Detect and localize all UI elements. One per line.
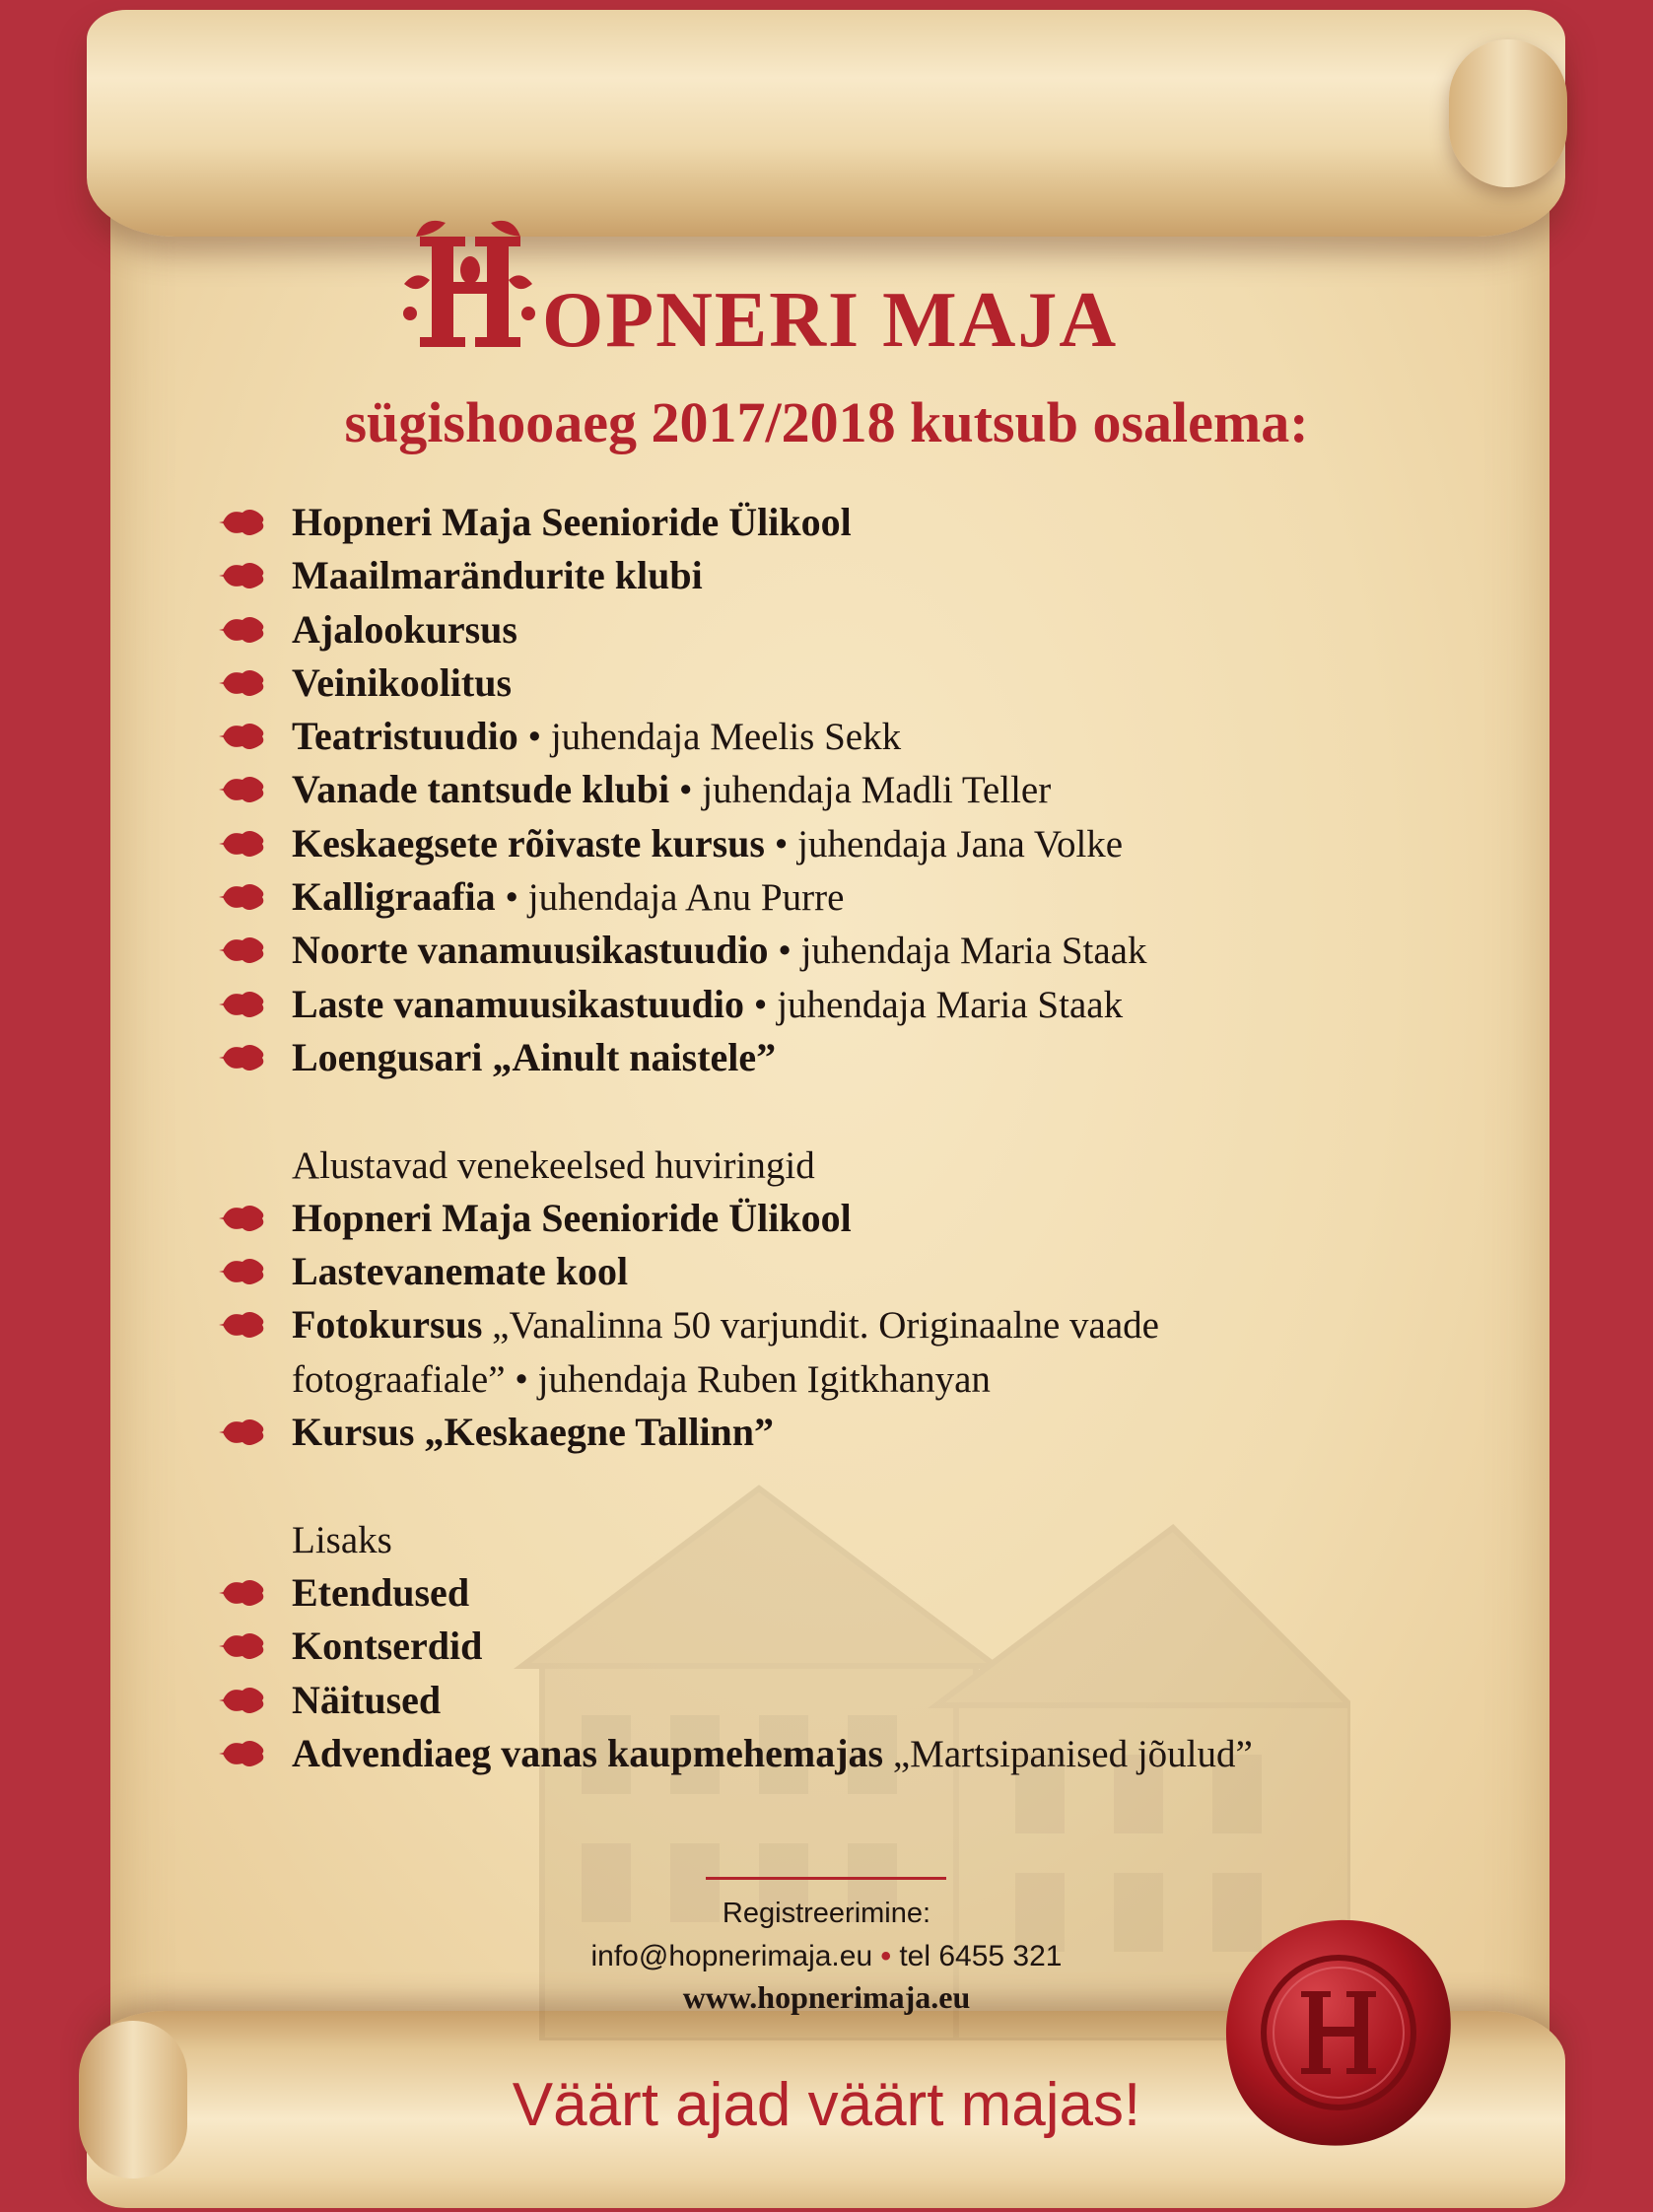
item-title: Ajalookursus	[292, 606, 517, 652]
item-title: Laste vanamuusikastuudio	[292, 981, 745, 1026]
hop-leaf-bullet-icon	[219, 1203, 266, 1234]
item-title: Keskaegsete rõivaste kursus	[292, 820, 765, 865]
russian-course-list	[219, 1192, 1500, 1459]
extra-section-heading: Lisaks	[292, 1518, 392, 1561]
hop-leaf-bullet-icon	[219, 1042, 266, 1073]
item-detail: • juhendaja Maria Staak	[768, 930, 1147, 973]
list-item	[219, 1298, 1500, 1351]
contact-divider	[706, 1877, 946, 1880]
list-item	[219, 1192, 1500, 1245]
slogan: Väärt ajad väärt majas!	[512, 2071, 1141, 2139]
email-link[interactable]: info@hopnerimaja.eu	[590, 1940, 873, 1972]
item-title: Kursus „Keskaegne Tallinn”	[292, 1410, 775, 1455]
list-item	[219, 978, 1500, 1031]
item-title: Kontserdid	[292, 1624, 483, 1669]
hop-leaf-bullet-icon	[219, 989, 266, 1020]
item-title: Vanade tantsude klubi	[292, 767, 670, 812]
hop-leaf-bullet-icon	[219, 1630, 266, 1662]
list-item	[219, 1031, 1500, 1084]
list-item	[219, 1620, 1500, 1673]
item-title: Maailmarändurite klubi	[292, 553, 703, 598]
hop-leaf-bullet-icon	[219, 1685, 266, 1716]
list-item	[219, 1406, 1500, 1459]
contact-separator: •	[880, 1940, 891, 1972]
season-subtitle: sügishooaeg 2017/2018 kutsub osalema:	[344, 390, 1309, 454]
program-list	[219, 496, 1500, 1780]
item-detail: • juhendaja Jana Volke	[764, 822, 1124, 865]
list-item	[219, 710, 1500, 763]
item-title: Etendused	[292, 1569, 470, 1615]
list-item	[219, 657, 1500, 710]
item-title: Kalligraafia	[292, 874, 496, 920]
list-item	[219, 1674, 1500, 1727]
main-course-list	[219, 496, 1500, 1084]
item-detail: „Vanalinna 50 varjundit. Originaalne vaade	[482, 1304, 1159, 1348]
ornamental-h-logo-icon	[394, 215, 542, 363]
item-title: Noorte vanamuusikastuudio	[292, 928, 769, 973]
item-title: Advendiaeg vanas kaupmehemajas	[292, 1730, 884, 1775]
hop-leaf-bullet-icon	[219, 667, 266, 699]
hop-leaf-bullet-icon	[219, 1738, 266, 1769]
hop-leaf-bullet-icon	[219, 881, 266, 913]
hop-leaf-bullet-icon	[219, 774, 266, 805]
list-item	[219, 1727, 1500, 1780]
hop-leaf-bullet-icon	[219, 1417, 266, 1448]
list-item	[219, 549, 1500, 602]
scroll-top-roll	[87, 10, 1565, 237]
item-detail: • juhendaja Meelis Sekk	[517, 716, 902, 759]
fotokursus-continuation: fotograafiale” • juhendaja Ruben Igitkhanyan	[292, 1357, 991, 1401]
item-title: Hopneri Maja Seenioride Ülikool	[292, 1195, 852, 1240]
hop-leaf-bullet-icon	[219, 721, 266, 752]
phone-number: tel 6455 321	[899, 1940, 1063, 1972]
item-detail: • juhendaja Anu Purre	[495, 876, 845, 920]
list-item	[219, 496, 1500, 549]
russian-section-heading: Alustavad venekeelsed huviringid	[292, 1143, 815, 1187]
item-detail: • juhendaja Maria Staak	[744, 983, 1124, 1026]
list-item	[219, 817, 1500, 870]
scroll-top-curl	[1449, 39, 1567, 187]
hop-leaf-bullet-icon	[219, 1256, 266, 1287]
hop-leaf-bullet-icon	[219, 614, 266, 646]
item-detail: „Martsipanised jõulud”	[883, 1732, 1253, 1775]
list-item	[219, 1566, 1500, 1620]
hop-leaf-bullet-icon	[219, 934, 266, 966]
hop-leaf-bullet-icon	[219, 507, 266, 538]
logo-title-text: OPNERI MAJA	[542, 277, 1119, 364]
hop-leaf-bullet-icon	[219, 828, 266, 860]
item-title: Loengusari „Ainult naistele”	[292, 1034, 777, 1079]
hop-leaf-bullet-icon	[219, 1309, 266, 1341]
item-detail: • juhendaja Madli Teller	[669, 769, 1052, 812]
item-title: Fotokursus	[292, 1302, 483, 1348]
registration-label: Registreerimine:	[722, 1898, 931, 1929]
extra-events-list	[219, 1566, 1500, 1780]
item-title: Lastevanemate kool	[292, 1249, 629, 1294]
list-item	[219, 1245, 1500, 1298]
list-item	[219, 924, 1500, 977]
item-title: Näitused	[292, 1677, 442, 1722]
item-title: Veinikoolitus	[292, 659, 513, 705]
list-item	[219, 763, 1500, 816]
item-title: Teatristuudio	[292, 714, 518, 759]
website-link[interactable]: www.hopnerimaja.eu	[682, 1979, 971, 2015]
hop-leaf-bullet-icon	[219, 560, 266, 591]
hopneri-maja-logo	[394, 215, 1183, 363]
wax-seal-icon	[1220, 1914, 1457, 2151]
hop-leaf-bullet-icon	[219, 1577, 266, 1609]
item-title: Hopneri Maja Seenioride Ülikool	[292, 500, 852, 544]
list-item	[219, 603, 1500, 657]
list-item	[219, 870, 1500, 924]
